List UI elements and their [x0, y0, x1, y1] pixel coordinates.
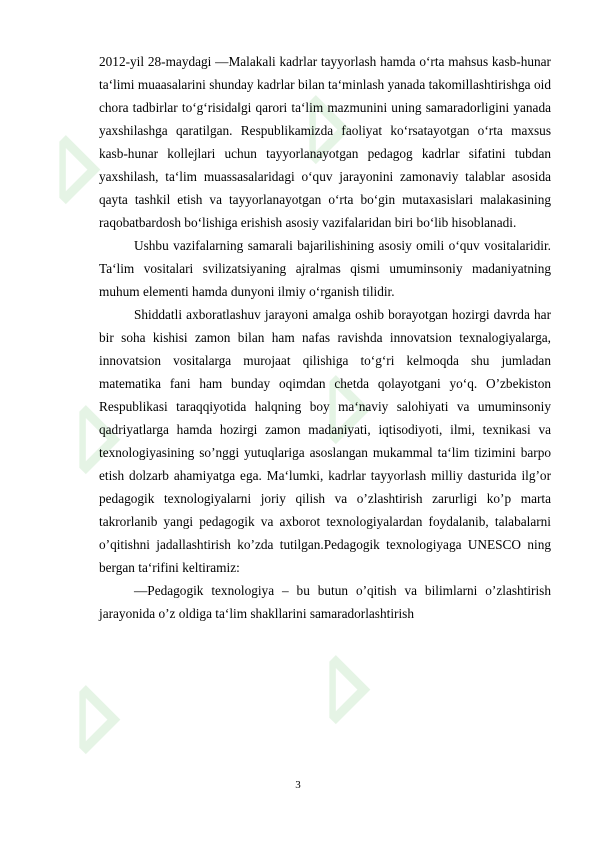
watermark-glyph: ⊿ — [29, 383, 140, 494]
paragraph-4: ―Pedagogik texnologiya – bu butun o’qitish va bilimlarni o’zlashtirish jarayonida o’z oldiga ta‘lim shakllarini samaradorlashtirish — [99, 583, 551, 621]
watermark-glyph: ⊿ — [279, 633, 390, 744]
watermark-glyph: ⊿ — [279, 353, 390, 464]
document-body — [99, 50, 551, 625]
watermark-glyph: ⊿ — [29, 663, 140, 774]
page-number: 3 — [295, 779, 301, 791]
paragraph-3: Shiddatli axboratlashuv jarayoni amalga oshib borayotgan hozirgi davrda har bir soha kishisi zamon bilan ham nafas ravishda innovatsion texnalogiyalarga, innovatsion vositalarga murojaat qilishiga to‘g‘ri kelmoqda shu jumladan matematika fani ham bunday oqimdan chetda qolayotgani yo‘q. O’zbekiston Respublikasi taraqqiyotida halqning boy ma‘naviy salohiyati va umuminsoniy qadriyatlarga hamda hozirgi zamon madaniyati, iqtisodiyoti, ilmi, texnikasi va texnologiyasining so’nggi yutuqlariga asoslangan mukammal ta‘lim tizimini barpo etish dolzarb ahamiyatga ega. Ma‘lumki, kadrlar tayyorlash milliy dasturida ilg’or pedagogik texnologiyalarni joriy qilish va o’zlashtirish zarurligi ko’p marta takrorlanib yangi pedagogik va axborot texnologiyalardan foydalanib, talabalarni o’qitishni jadallashtirish ko’zda tutilgan.Pedagogik texnologiyaga UNESCO ning bergan ta‘rifini keltiramiz: — [99, 307, 551, 575]
paragraph-2: Ushbu vazifalarning samarali bajarilishining asosiy omili o‘quv vositalaridir. Ta‘lim vositalari svilizatsiyaning ajralmas qismi umuminsoniy madaniyatning muhum elementi hamda dunyoni ilmiy o‘rganish tilidir. — [99, 238, 551, 299]
paragraph-1: 2012-yil 28-maydagi ―Malakali kadrlar tayyorlash hamda o‘rta mahsus kasb-hunar ta‘limi muaasalarini shunday kadrlar bilan ta‘minlash yanada takomillashtirishga oid chora tadbirlar to‘g‘risida‖gi qarori ta‘lim mazmunini uning samaradorligini yanada yaxshilashga qaratilgan. Respublikamizda faoliyat ko‘rsatayotgan o‘rta maxsus kasb-hunar kollejlari uchun tayyorlanayotgan pedagog kadrlar sifatini tubdan yaxshilash, ta‘lim muassasalaridagi o‘quv jarayonini zamonaviy talablar asosida qayta tashkil etish va tayyorlanayotgan o‘rta bo‘gin mutaxasislari malakasining raqobatbardosh bo‘lishiga erishish asosiy vazifalaridan biri bo‘lib hisoblanadi. — [99, 54, 551, 230]
watermark-glyph: ⊿ — [9, 113, 120, 224]
watermark-glyph: ⊿ — [259, 73, 370, 184]
